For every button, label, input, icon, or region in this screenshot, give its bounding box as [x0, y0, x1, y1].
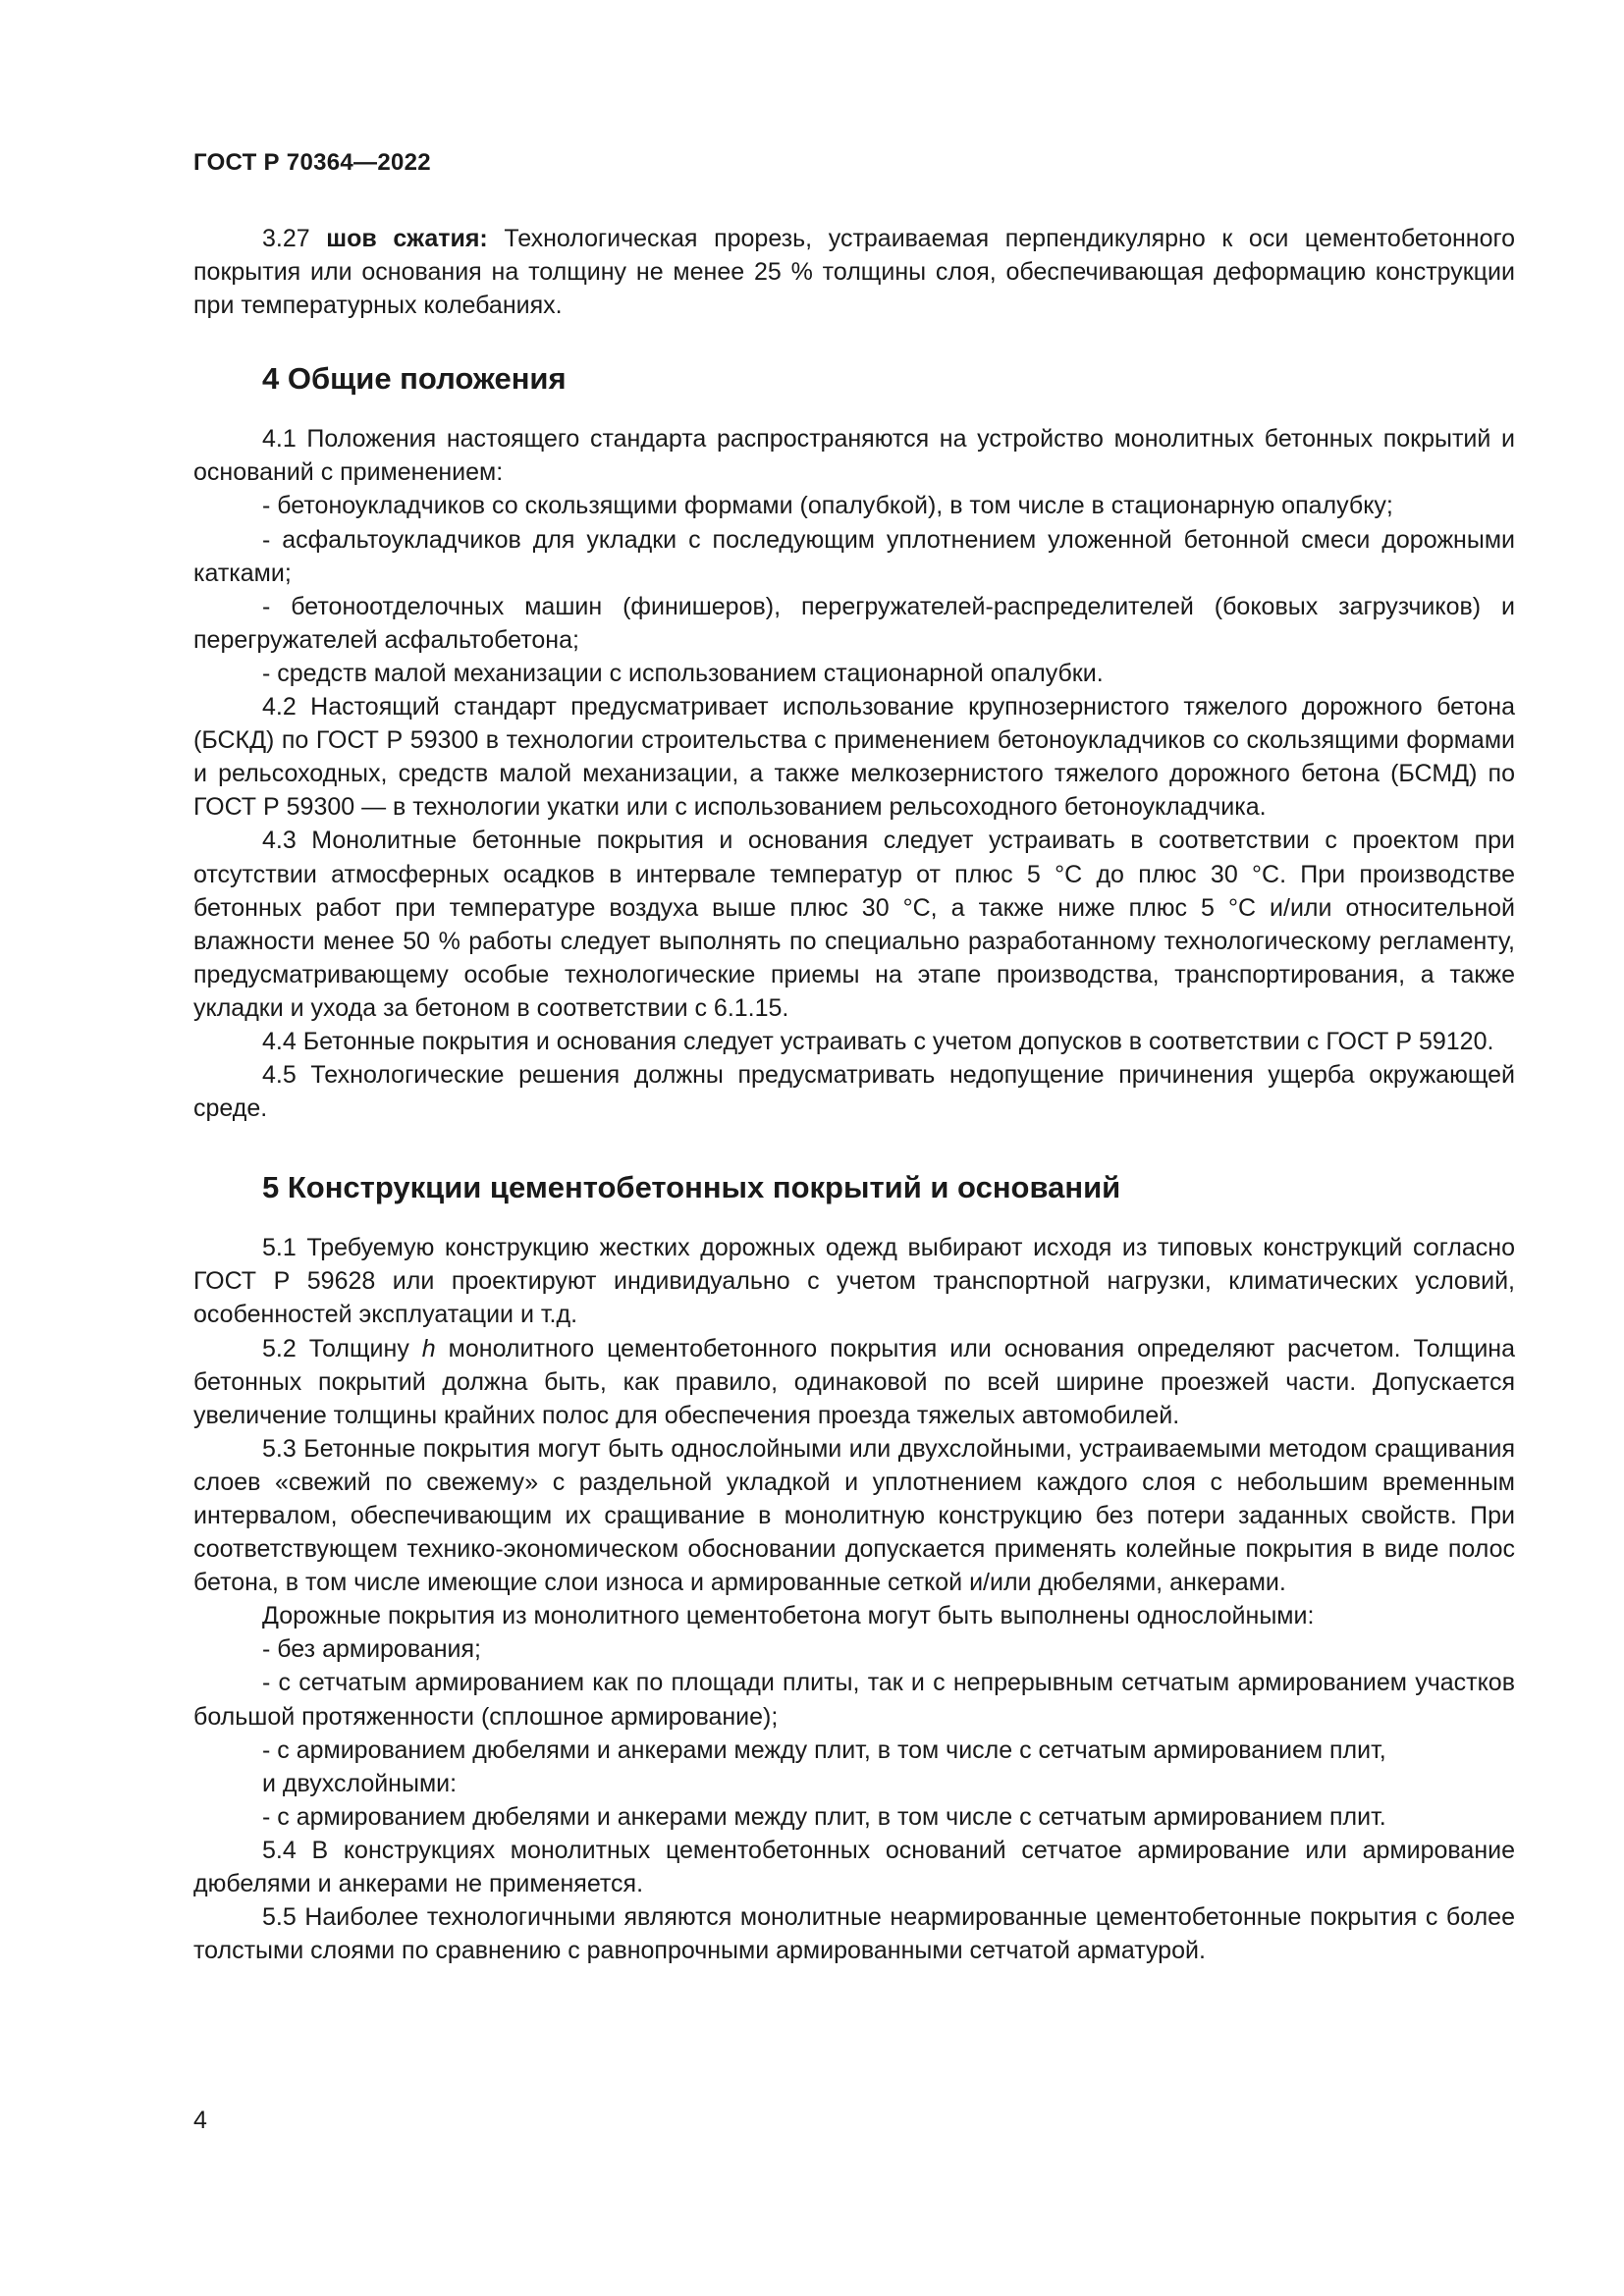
- term-definition: шов сжатия:: [326, 225, 488, 252]
- list-item-5-3-d: - с армированием дюбелями и анкерами между плит, в том числе с сетчатым армированием плит.: [262, 1802, 1386, 1831]
- paragraph-4-5: 4.5 Технологические решения должны предусматривать недопущение причинения ущерба окружающей среде.: [193, 1061, 1515, 1123]
- list-item-5-3-b: - с сетчатым армированием как по площади плиты, так и с непрерывным сетчатым армированием участков большой протяженности (сплошное армирование);: [193, 1669, 1515, 1731]
- section-5-heading: 5 Конструкции цементобетонных покрытий и оснований: [262, 1170, 1121, 1205]
- paragraph-5-2: [193, 1332, 1515, 1432]
- list-item-4-1-b: - асфальтоукладчиков для укладки с последующим уплотнением уложенной бетонной смеси дорожными катками;: [193, 525, 1515, 587]
- thickness-variable: h: [421, 1334, 436, 1362]
- list-item-4-1-d: - средств малой механизации с использованием стационарной опалубки.: [262, 659, 1104, 687]
- paragraph-3-27: [193, 222, 1515, 322]
- clause-number: 3.27: [262, 225, 310, 252]
- paragraph-5-3: 5.3 Бетонные покрытия могут быть однослойными или двухслойными, устраиваемыми методом сращивания слоев «свежий по свежему» с раздельной укладкой и уплотнением каждого слоя с небольшим временным интервалом, обеспечивающим их сращивание в монолитную конструкцию без потери заданных свойств. При соответствующем технико-экономическом обосновании допускается применять колейные покрытия в виде полос бетона, в том числе имеющие слои износа и армированные сеткой и/или дюбелями, анкерами.: [193, 1434, 1515, 1597]
- paragraph-4-3: 4.3 Монолитные бетонные покрытия и основания следует устраивать в соответствии с проектом при отсутствии атмосферных осадков в интервале температур от плюс 5 °С до плюс 30 °С. При производстве бетонных работ при температуре воздуха выше плюс 30 °С, а также ниже плюс 5 °С и/или относительной влажности менее 50 % работы следует выполнять по специально разработанному технологическому регламенту, предусматривающему особые технологические приемы на этапе производства, транспортирования, а также укладки и ухода за бетоном в соответствии с 6.1.15.: [193, 827, 1515, 1022]
- document-code-header: ГОСТ Р 70364—2022: [193, 149, 431, 176]
- page-number: 4: [193, 2107, 207, 2134]
- paragraph-5-4: 5.4 В конструкциях монолитных цементобетонных оснований сетчатое армирование или армирование дюбелями и анкерами не применяется.: [193, 1836, 1515, 1898]
- paragraph-5-3-intro: Дорожные покрытия из монолитного цементобетона могут быть выполнены однослойными:: [262, 1602, 1315, 1630]
- paragraph-4-1: 4.1 Положения настоящего стандарта распространяются на устройство монолитных бетонных покрытий и оснований с применением:: [193, 425, 1515, 487]
- paragraph-5-2-start: 5.2 Толщину: [262, 1334, 422, 1362]
- document-body: [193, 222, 1515, 1967]
- paragraph-5-1: 5.1 Требуемую конструкцию жестких дорожных одежд выбирают исходя из типовых конструкций согласно ГОСТ Р 59628 или проектируют индивидуально с учетом транспортной нагрузки, климатических условий, особенностей эксплуатации и т.д.: [193, 1234, 1515, 1329]
- list-item-5-3-c: - с армированием дюбелями и анкерами между плит, в том числе с сетчатым армированием плит,: [262, 1735, 1386, 1764]
- list-item-5-3-a: - без армирования;: [262, 1635, 481, 1664]
- list-item-4-1-c: - бетоноотделочных машин (финишеров), перегружателей-распределителей (боковых загрузчиков) и перегружателей асфальтобетона;: [193, 592, 1515, 654]
- clause-text: Технологическая прорезь, устраиваемая перпендикулярно к оси цементобетонного покрытия или основания на толщину не менее 25 % толщины слоя, обеспечивающая деформацию конструкции при температурных колебаниях.: [193, 225, 1515, 320]
- paragraph-5-3-two-layer: и двухслойными:: [262, 1769, 458, 1797]
- paragraph-4-4: 4.4 Бетонные покрытия и основания следует устраивать с учетом допусков в соответствии с ГОСТ Р 59120.: [262, 1027, 1494, 1055]
- paragraph-5-2-rest: монолитного цементобетонного покрытия или основания определяют расчетом. Толщина бетонных покрытий должна быть, как правило, одинаковой по всей ширине проезжей части. Допускается увеличение толщины крайних полос для обеспечения проезда тяжелых автомобилей.: [193, 1334, 1515, 1429]
- section-4-heading: 4 Общие положения: [262, 361, 567, 397]
- paragraph-4-2: 4.2 Настоящий стандарт предусматривает использование крупнозернистого тяжелого дорожного бетона (БСКД) по ГОСТ Р 59300 в технологии строительства с применением бетоноукладчиков со скользящими формами и рельсоходных, средств малой механизации, а также мелкозернистого тяжелого дорожного бетона (БСМД) по ГОСТ Р 59300 — в технологии укатки или с использованием рельсоходного бетоноукладчика.: [193, 693, 1515, 822]
- paragraph-5-5: 5.5 Наиболее технологичными являются монолитные неармированные цементобетонные покрытия с более толстыми слоями по сравнению с равнопрочными армированными сетчатой арматурой.: [193, 1903, 1515, 1965]
- list-item-4-1-a: - бетоноукладчиков со скользящими формами (опалубкой), в том числе в стационарную опалубку;: [262, 492, 1393, 520]
